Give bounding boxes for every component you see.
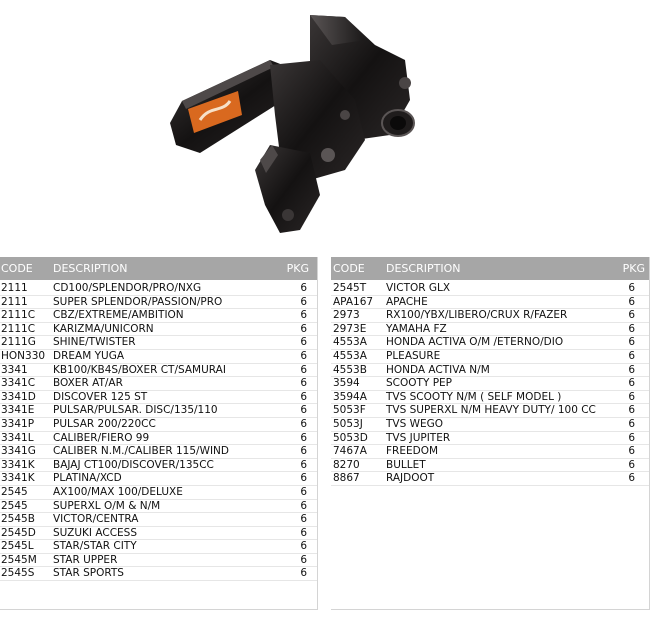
pack-quantity: 6 xyxy=(300,417,307,430)
code-header: CODE xyxy=(1,262,33,275)
part-description: BOXER AT/AR xyxy=(53,377,123,390)
table-row xyxy=(0,404,317,418)
pack-quantity: 6 xyxy=(628,295,635,308)
part-code: 3594 xyxy=(333,377,360,390)
part-description: RAJDOOT xyxy=(386,472,435,485)
table-row xyxy=(331,336,649,350)
part-code: 3341K xyxy=(1,472,35,485)
pack-quantity: 6 xyxy=(628,377,635,390)
part-code: 3341C xyxy=(1,377,36,390)
part-description: TVS WEGO xyxy=(386,417,444,430)
table-row xyxy=(0,418,317,432)
table-row xyxy=(0,567,317,581)
part-code: 2111 xyxy=(1,295,28,308)
part-code: 2111C xyxy=(1,322,36,335)
table-header xyxy=(331,257,649,280)
table-row xyxy=(331,472,649,486)
table-row xyxy=(0,540,317,554)
table-row xyxy=(0,323,317,337)
pack-quantity: 6 xyxy=(300,322,307,335)
table-row xyxy=(0,513,317,527)
part-code: 2545 xyxy=(1,485,28,498)
part-code: HON330 xyxy=(1,349,46,362)
table-row xyxy=(0,377,317,391)
part-description: CALIBER/FIERO 99 xyxy=(53,431,150,444)
part-code: 2545 xyxy=(1,499,28,512)
table-row xyxy=(0,391,317,405)
part-code: 2111G xyxy=(1,336,36,349)
part-description: STAR UPPER xyxy=(53,553,118,566)
part-code: 7467A xyxy=(333,445,367,458)
table-row xyxy=(331,282,649,296)
part-description: TVS JUPITER xyxy=(386,431,451,444)
part-description: STAR/STAR CITY xyxy=(53,540,137,553)
product-image xyxy=(160,5,430,237)
part-code: 2545D xyxy=(1,526,36,539)
pack-quantity: 6 xyxy=(628,458,635,471)
pack-quantity: 6 xyxy=(628,349,635,362)
part-code: 3341 xyxy=(1,363,28,376)
part-code: 3341K xyxy=(1,458,35,471)
part-description: BAJAJ CT100/DISCOVER/135CC xyxy=(53,458,214,471)
pack-quantity: 6 xyxy=(300,445,307,458)
pack-quantity: 6 xyxy=(628,336,635,349)
table-row xyxy=(331,445,649,459)
pack-quantity: 6 xyxy=(628,322,635,335)
table-row xyxy=(0,309,317,323)
pack-quantity: 6 xyxy=(300,472,307,485)
part-code: 2545S xyxy=(1,567,35,580)
table-row xyxy=(0,472,317,486)
table-row xyxy=(0,282,317,296)
pack-quantity: 6 xyxy=(300,377,307,390)
part-description: CALIBER N.M./CALIBER 115/WIND xyxy=(53,445,229,458)
part-description: SUZUKI ACCESS xyxy=(53,526,137,539)
part-description: HONDA ACTIVA O/M /ETERNO/DIO xyxy=(386,336,564,349)
parts-table-right xyxy=(331,257,650,610)
table-row xyxy=(0,296,317,310)
table-row xyxy=(331,459,649,473)
part-description: CBZ/EXTREME/AMBITION xyxy=(53,309,184,322)
part-code: 3341L xyxy=(1,431,34,444)
part-code: 3341P xyxy=(1,417,35,430)
part-code: 8270 xyxy=(333,458,360,471)
table-body xyxy=(331,280,649,486)
table-row xyxy=(331,296,649,310)
part-code: 5053F xyxy=(333,404,366,417)
part-code: 2545M xyxy=(1,553,37,566)
table-row xyxy=(331,391,649,405)
part-description: BULLET xyxy=(386,458,426,471)
description-header: DESCRIPTION xyxy=(53,262,128,275)
pack-quantity: 6 xyxy=(300,540,307,553)
table-row xyxy=(0,364,317,378)
pack-quantity: 6 xyxy=(628,390,635,403)
pack-quantity: 6 xyxy=(300,431,307,444)
table-row xyxy=(331,377,649,391)
pack-quantity: 6 xyxy=(300,567,307,580)
table-body xyxy=(0,280,317,581)
part-code: 5053J xyxy=(333,417,363,430)
part-description: KB100/KB4S/BOXER CT/SAMURAI xyxy=(53,363,226,376)
part-description: SUPERXL O/M & N/M xyxy=(53,499,161,512)
parts-table-left xyxy=(0,257,318,610)
description-header: DESCRIPTION xyxy=(386,262,461,275)
pack-quantity: 6 xyxy=(628,431,635,444)
part-description: VICTOR/CENTRA xyxy=(53,513,139,526)
part-description: PULSAR/PULSAR. DISC/135/110 xyxy=(53,404,218,417)
part-description: HONDA ACTIVA N/M xyxy=(386,363,490,376)
pack-quantity: 6 xyxy=(300,526,307,539)
pkg-header: PKG xyxy=(622,262,645,275)
part-description: VICTOR GLX xyxy=(386,282,451,294)
part-code: 3341D xyxy=(1,390,36,403)
part-description: PLEASURE xyxy=(386,349,441,362)
part-code: 2111C xyxy=(1,309,36,322)
part-description: SUPER SPLENDOR/PASSION/PRO xyxy=(53,295,223,308)
table-row xyxy=(331,432,649,446)
pack-quantity: 6 xyxy=(300,485,307,498)
pack-quantity: 6 xyxy=(300,336,307,349)
table-row xyxy=(0,350,317,364)
pack-quantity: 6 xyxy=(300,553,307,566)
pack-quantity: 6 xyxy=(628,282,635,294)
pack-quantity: 6 xyxy=(628,404,635,417)
pack-quantity: 6 xyxy=(300,282,307,294)
pkg-header: PKG xyxy=(286,262,309,275)
part-description: RX100/YBX/LIBERO/CRUX R/FAZER xyxy=(386,309,568,322)
part-code: 2111 xyxy=(1,282,28,294)
table-row xyxy=(0,554,317,568)
part-code: 5053D xyxy=(333,431,368,444)
table-row xyxy=(0,486,317,500)
part-code: 4553A xyxy=(333,336,367,349)
pack-quantity: 6 xyxy=(300,499,307,512)
table-row xyxy=(0,445,317,459)
part-description: SHINE/TWISTER xyxy=(53,336,136,349)
part-description: SCOOTY PEP xyxy=(386,377,452,390)
table-row xyxy=(331,350,649,364)
part-code: 2545L xyxy=(1,540,34,553)
pack-quantity: 6 xyxy=(300,349,307,362)
part-code: 3341E xyxy=(1,404,35,417)
pack-quantity: 6 xyxy=(628,309,635,322)
part-description: DREAM YUGA xyxy=(53,349,125,362)
table-row xyxy=(331,418,649,432)
part-code: 2973 xyxy=(333,309,360,322)
table-row xyxy=(0,459,317,473)
part-code: 4553B xyxy=(333,363,367,376)
part-code: 4553A xyxy=(333,349,367,362)
part-description: KARIZMA/UNICORN xyxy=(53,322,154,335)
part-code: 2545T xyxy=(333,282,367,294)
code-header: CODE xyxy=(333,262,365,275)
table-header xyxy=(0,257,317,280)
part-description: APACHE xyxy=(386,295,428,308)
pack-quantity: 6 xyxy=(628,417,635,430)
part-code: 8867 xyxy=(333,472,360,485)
table-row xyxy=(331,404,649,418)
part-description: TVS SCOOTY N/M ( SELF MODEL ) xyxy=(386,390,562,403)
part-description: TVS SUPERXL N/M HEAVY DUTY/ 100 CC xyxy=(386,404,596,417)
part-description: FREEDOM xyxy=(386,445,439,458)
part-description: PULSAR 200/220CC xyxy=(53,417,156,430)
part-description: PLATINA/XCD xyxy=(53,472,122,485)
pack-quantity: 6 xyxy=(628,472,635,485)
part-description: AX100/MAX 100/DELUXE xyxy=(53,485,183,498)
pack-quantity: 6 xyxy=(628,445,635,458)
pack-quantity: 6 xyxy=(300,295,307,308)
table-row xyxy=(331,309,649,323)
part-code: 2973E xyxy=(333,322,367,335)
pack-quantity: 6 xyxy=(300,458,307,471)
pack-quantity: 6 xyxy=(300,513,307,526)
pack-quantity: 6 xyxy=(300,404,307,417)
pack-quantity: 6 xyxy=(300,363,307,376)
part-code: APA167 xyxy=(333,295,374,308)
pack-quantity: 6 xyxy=(300,390,307,403)
part-code: 3341G xyxy=(1,445,36,458)
table-row xyxy=(0,527,317,541)
part-description: YAMAHA FZ xyxy=(386,322,447,335)
table-row xyxy=(0,432,317,446)
part-code: 2545B xyxy=(1,513,35,526)
table-row xyxy=(331,323,649,337)
table-row xyxy=(331,364,649,378)
table-row xyxy=(0,500,317,514)
table-row xyxy=(0,336,317,350)
pack-quantity: 6 xyxy=(300,309,307,322)
part-description: STAR SPORTS xyxy=(53,567,124,580)
pack-quantity: 6 xyxy=(628,363,635,376)
part-description: DISCOVER 125 ST xyxy=(53,390,148,403)
part-description: CD100/SPLENDOR/PRO/NXG xyxy=(53,282,202,294)
part-code: 3594A xyxy=(333,390,367,403)
